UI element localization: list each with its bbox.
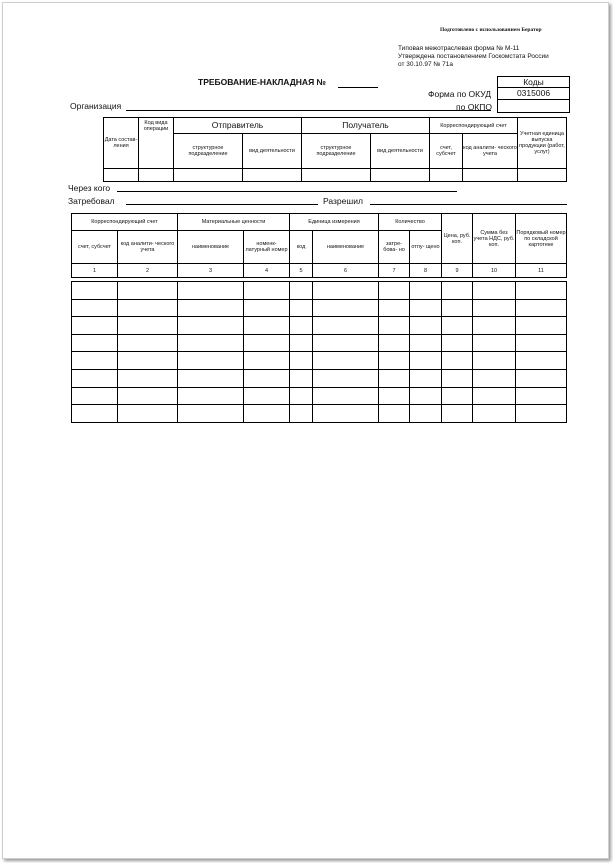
col-number: 1 <box>71 263 118 278</box>
unit-header: Единица измерения <box>289 213 379 231</box>
table-cell[interactable] <box>71 351 118 370</box>
okpo-label: по ОКПО <box>456 102 492 112</box>
table-cell[interactable] <box>177 299 244 318</box>
organization-field[interactable] <box>126 110 491 111</box>
table-cell[interactable] <box>472 281 516 300</box>
sender-subdivision-header: структурное подразделение <box>173 133 243 169</box>
table-cell[interactable] <box>312 334 379 353</box>
table-cell[interactable] <box>378 369 410 388</box>
table-cell[interactable] <box>441 281 473 300</box>
requested-label: Затребовал <box>68 196 115 206</box>
table-cell[interactable] <box>243 369 290 388</box>
table-cell[interactable] <box>312 281 379 300</box>
requested-qty-header: затре- бова- но <box>378 230 410 264</box>
sender-subdivision-field[interactable] <box>173 168 243 182</box>
material-name-header: наименование <box>177 230 244 264</box>
col-number: 7 <box>378 263 410 278</box>
accounting-unit-header: Учетная единица выпуска продукции (работ, услуг) <box>517 117 567 169</box>
table-cell[interactable] <box>409 351 442 370</box>
table-cell[interactable] <box>472 369 516 388</box>
table-cell[interactable] <box>243 281 290 300</box>
corr-account-subaccount-header: счет, субсчет <box>429 133 463 169</box>
table-cell[interactable] <box>409 334 442 353</box>
date-field[interactable] <box>103 168 139 182</box>
sender-header: Отправитель <box>173 117 302 134</box>
col-number: 9 <box>441 263 473 278</box>
table-cell[interactable] <box>378 334 410 353</box>
card-number-header: Порядковый номер по складской картотеке <box>515 213 567 264</box>
col-number: 2 <box>117 263 178 278</box>
table-cell[interactable] <box>515 299 567 318</box>
date-header: Дата состав- ления <box>103 117 139 169</box>
col-number: 3 <box>177 263 244 278</box>
receiver-activity-header: вид деятельности <box>370 133 430 169</box>
quantity-header: Количество <box>378 213 442 231</box>
table-cell[interactable] <box>441 404 473 423</box>
okud-value: 0315006 <box>497 87 570 100</box>
table-cell[interactable] <box>441 369 473 388</box>
table-cell[interactable] <box>117 351 178 370</box>
table-cell[interactable] <box>71 281 118 300</box>
table-cell[interactable] <box>177 369 244 388</box>
table-cell[interactable] <box>472 316 516 335</box>
table-cell[interactable] <box>71 316 118 335</box>
table-cell[interactable] <box>441 316 473 335</box>
prepared-note: Подготовлено с использованием Бератор <box>440 27 542 33</box>
okpo-value-field[interactable] <box>497 99 570 113</box>
table-cell[interactable] <box>378 404 410 423</box>
table-cell[interactable] <box>117 334 178 353</box>
col-number: 8 <box>409 263 442 278</box>
col-number: 4 <box>243 263 290 278</box>
table-cell[interactable] <box>409 369 442 388</box>
table-cell[interactable] <box>289 334 313 353</box>
operation-code-field[interactable] <box>138 168 174 182</box>
unit-name-header: наименование <box>312 230 379 264</box>
receiver-activity-field[interactable] <box>370 168 430 182</box>
receiver-subdivision-header: структурное подразделение <box>301 133 371 169</box>
table-cell[interactable] <box>312 351 379 370</box>
table-cell[interactable] <box>289 351 313 370</box>
table-cell[interactable] <box>289 281 313 300</box>
table-cell[interactable] <box>177 334 244 353</box>
table-cell[interactable] <box>515 369 567 388</box>
table-cell[interactable] <box>177 387 244 406</box>
document-number-field[interactable] <box>338 87 378 88</box>
form-date-line: от 30.10.97 № 71а <box>398 61 453 68</box>
permitted-label: Разрешил <box>323 196 363 206</box>
sum-header: Сумма без учета НДС, руб. коп. <box>472 213 516 264</box>
table-cell[interactable] <box>243 351 290 370</box>
table-cell[interactable] <box>117 387 178 406</box>
table-cell[interactable] <box>515 387 567 406</box>
main-account-subaccount-header: счет, субсчет <box>71 230 118 264</box>
table-cell[interactable] <box>409 316 442 335</box>
table-cell[interactable] <box>378 299 410 318</box>
operation-code-header: Код вида операции <box>138 117 174 169</box>
table-cell[interactable] <box>312 404 379 423</box>
receiver-header: Получатель <box>301 117 430 134</box>
col-number: 6 <box>312 263 379 278</box>
table-cell[interactable] <box>312 316 379 335</box>
table-cell[interactable] <box>243 387 290 406</box>
sender-activity-header: вид деятельности <box>242 133 302 169</box>
requested-field[interactable] <box>126 204 318 205</box>
table-cell[interactable] <box>515 404 567 423</box>
table-cell[interactable] <box>289 404 313 423</box>
table-cell[interactable] <box>117 281 178 300</box>
okud-label: Форма по ОКУД <box>428 89 491 99</box>
table-cell[interactable] <box>177 316 244 335</box>
corr-analytic-code-field[interactable] <box>462 168 518 182</box>
table-cell[interactable] <box>378 387 410 406</box>
price-header: Цена, руб. коп. <box>441 213 473 264</box>
table-cell[interactable] <box>472 334 516 353</box>
receiver-subdivision-field[interactable] <box>301 168 371 182</box>
main-analytic-code-header: код аналити- ческого учета <box>117 230 178 264</box>
table-cell[interactable] <box>312 387 379 406</box>
table-cell[interactable] <box>515 316 567 335</box>
accounting-unit-field[interactable] <box>517 168 567 182</box>
table-cell[interactable] <box>441 334 473 353</box>
table-cell[interactable] <box>378 351 410 370</box>
table-cell[interactable] <box>515 334 567 353</box>
table-cell[interactable] <box>409 281 442 300</box>
nomenclature-number-header: номенк- латурный номер <box>243 230 290 264</box>
table-cell[interactable] <box>117 316 178 335</box>
col-number: 5 <box>289 263 313 278</box>
table-cell[interactable] <box>378 281 410 300</box>
released-qty-header: отпу- щено <box>409 230 442 264</box>
table-cell[interactable] <box>289 316 313 335</box>
table-cell[interactable] <box>515 281 567 300</box>
table-cell[interactable] <box>71 299 118 318</box>
codes-header: Коды <box>497 76 570 88</box>
table-cell[interactable] <box>177 351 244 370</box>
unit-code-header: код <box>289 230 313 264</box>
corr-account-header: Корреспондирующий счет <box>429 117 518 134</box>
table-cell[interactable] <box>71 334 118 353</box>
document-title: ТРЕБОВАНИЕ-НАКЛАДНАЯ № <box>198 77 327 87</box>
table-cell[interactable] <box>378 316 410 335</box>
table-cell[interactable] <box>441 387 473 406</box>
form-type-line: Типовая межотраслевая форма № М-11 <box>398 45 520 52</box>
table-cell[interactable] <box>312 299 379 318</box>
permitted-field[interactable] <box>370 204 567 205</box>
via-field[interactable] <box>117 191 457 192</box>
table-cell[interactable] <box>409 299 442 318</box>
table-cell[interactable] <box>289 369 313 388</box>
table-cell[interactable] <box>472 351 516 370</box>
table-cell[interactable] <box>409 404 442 423</box>
table-cell[interactable] <box>289 299 313 318</box>
table-cell[interactable] <box>441 351 473 370</box>
organization-label: Организация <box>70 101 122 111</box>
main-corr-account-header: Корреспондирующий счет <box>71 213 178 231</box>
table-cell[interactable] <box>117 404 178 423</box>
table-cell[interactable] <box>71 369 118 388</box>
table-cell[interactable] <box>117 369 178 388</box>
via-label: Через кого <box>68 183 111 193</box>
table-cell[interactable] <box>177 404 244 423</box>
table-cell[interactable] <box>71 387 118 406</box>
table-cell[interactable] <box>177 281 244 300</box>
corr-analytic-code-header: код аналити- ческого учета <box>462 133 518 169</box>
table-cell[interactable] <box>472 387 516 406</box>
form-approval-line: Утверждена постановлением Госкомстата России <box>398 53 549 60</box>
table-cell[interactable] <box>243 299 290 318</box>
material-values-header: Материальные ценности <box>177 213 290 231</box>
col-number: 10 <box>472 263 516 278</box>
table-cell[interactable] <box>71 404 118 423</box>
col-number: 11 <box>515 263 567 278</box>
table-cell[interactable] <box>472 404 516 423</box>
table-cell[interactable] <box>312 369 379 388</box>
table-cell[interactable] <box>515 351 567 370</box>
table-cell[interactable] <box>243 316 290 335</box>
table-cell[interactable] <box>117 299 178 318</box>
table-cell[interactable] <box>243 334 290 353</box>
table-cell[interactable] <box>441 299 473 318</box>
table-cell[interactable] <box>243 404 290 423</box>
table-cell[interactable] <box>289 387 313 406</box>
sender-activity-field[interactable] <box>242 168 302 182</box>
table-cell[interactable] <box>409 387 442 406</box>
corr-account-field[interactable] <box>429 168 463 182</box>
table-cell[interactable] <box>472 299 516 318</box>
